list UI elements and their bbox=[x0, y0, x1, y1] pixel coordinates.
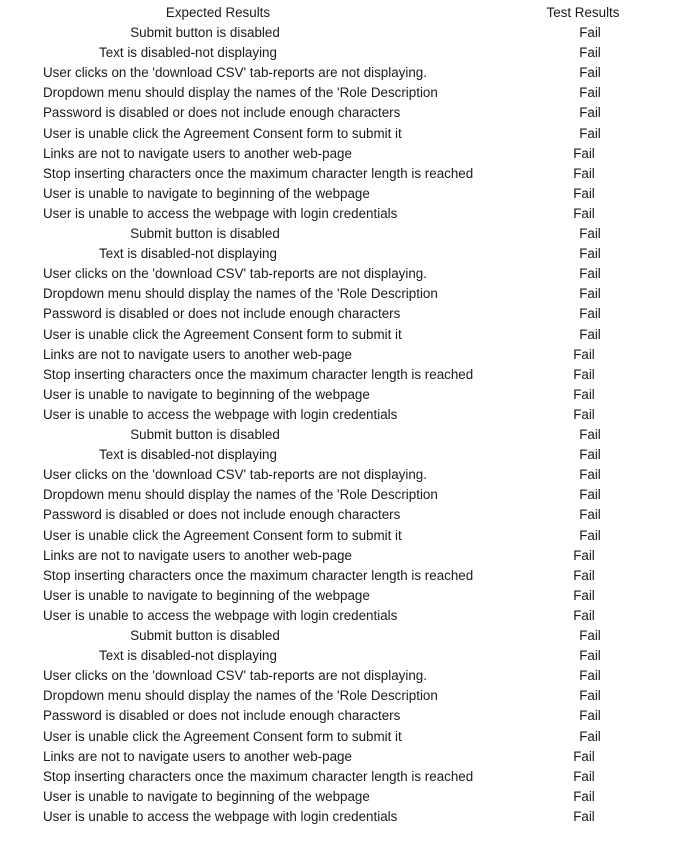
table-row bbox=[0, 546, 680, 566]
expected-result-cell: User is unable to access the webpage with login credentials bbox=[43, 205, 398, 221]
expected-result-cell: Text is disabled-not displaying bbox=[99, 648, 277, 664]
expected-result-cell: Submit button is disabled bbox=[130, 226, 280, 241]
test-result-cell: Fail bbox=[573, 768, 595, 784]
table-row bbox=[0, 787, 680, 807]
expected-result-cell: Stop inserting characters once the maximum character length is reached bbox=[43, 768, 474, 784]
expected-result-cell: Dropdown menu should display the names of the 'Role Description bbox=[43, 85, 438, 101]
header-row bbox=[0, 3, 680, 23]
table-row bbox=[0, 184, 680, 204]
test-result-cell: Fail bbox=[573, 185, 595, 201]
table-row bbox=[0, 244, 680, 264]
test-result-cell: Fail bbox=[579, 286, 601, 302]
expected-result-cell: Submit button is disabled bbox=[130, 25, 280, 40]
expected-result-cell: User clicks on the 'download CSV' tab-reports are not displaying. bbox=[43, 467, 427, 483]
table-row bbox=[0, 124, 680, 144]
expected-result-cell: User clicks on the 'download CSV' tab-reports are not displaying. bbox=[43, 65, 427, 81]
test-result-cell: Fail bbox=[573, 346, 595, 362]
table-row bbox=[0, 666, 680, 686]
expected-result-cell: Dropdown menu should display the names of the 'Role Description bbox=[43, 688, 438, 704]
table-row bbox=[0, 727, 680, 747]
expected-result-cell: User clicks on the 'download CSV' tab-reports are not displaying. bbox=[43, 668, 427, 684]
header-expected-results: Expected Results bbox=[165, 5, 271, 20]
header-test-results: Test Results bbox=[546, 5, 620, 20]
test-result-cell: Fail bbox=[573, 145, 595, 161]
test-result-cell: Fail bbox=[579, 487, 601, 503]
table-row bbox=[0, 345, 680, 365]
expected-result-cell: Submit button is disabled bbox=[130, 628, 280, 643]
table-row bbox=[0, 586, 680, 606]
table-row bbox=[0, 164, 680, 184]
expected-result-cell: Text is disabled-not displaying bbox=[99, 447, 277, 463]
table-row bbox=[0, 385, 680, 405]
expected-result-cell: User is unable to navigate to beginning of the webpage bbox=[43, 386, 370, 402]
table-row bbox=[0, 83, 680, 103]
test-result-cell: Fail bbox=[573, 788, 595, 804]
table-row bbox=[0, 425, 680, 445]
table-row bbox=[0, 405, 680, 425]
expected-result-cell: User is unable to access the webpage with login credentials bbox=[43, 607, 398, 623]
expected-result-cell: Links are not to navigate users to another web-page bbox=[43, 346, 352, 362]
test-result-cell: Fail bbox=[579, 527, 601, 543]
test-result-cell: Fail bbox=[579, 708, 601, 724]
table-row bbox=[0, 606, 680, 626]
table-row bbox=[0, 747, 680, 767]
test-result-cell: Fail bbox=[579, 628, 601, 643]
table-row bbox=[0, 204, 680, 224]
table-row bbox=[0, 465, 680, 485]
table-row bbox=[0, 646, 680, 666]
expected-result-cell: User is unable click the Agreement Consent form to submit it bbox=[43, 125, 402, 141]
expected-result-cell: Links are not to navigate users to another web-page bbox=[43, 547, 352, 563]
table-row bbox=[0, 103, 680, 123]
expected-result-cell: Password is disabled or does not include enough characters bbox=[43, 708, 401, 724]
expected-result-cell: User is unable to navigate to beginning of the webpage bbox=[43, 587, 370, 603]
test-result-cell: Fail bbox=[579, 326, 601, 342]
test-result-cell: Fail bbox=[573, 406, 595, 422]
test-result-cell: Fail bbox=[579, 467, 601, 483]
test-result-cell: Fail bbox=[579, 447, 601, 463]
expected-result-cell: User is unable to navigate to beginning of the webpage bbox=[43, 185, 370, 201]
test-result-cell: Fail bbox=[579, 688, 601, 704]
expected-result-cell: Password is disabled or does not include enough characters bbox=[43, 105, 401, 121]
table-row bbox=[0, 526, 680, 546]
table-row bbox=[0, 224, 680, 244]
expected-result-cell: User is unable click the Agreement Consent form to submit it bbox=[43, 527, 402, 543]
test-result-cell: Fail bbox=[573, 366, 595, 382]
expected-result-cell: Stop inserting characters once the maximum character length is reached bbox=[43, 567, 474, 583]
test-result-cell: Fail bbox=[573, 748, 595, 764]
expected-result-cell: User is unable click the Agreement Consent form to submit it bbox=[43, 326, 402, 342]
table-row bbox=[0, 365, 680, 385]
test-result-cell: Fail bbox=[573, 547, 595, 563]
table-row bbox=[0, 284, 680, 304]
table-row bbox=[0, 144, 680, 164]
table-row bbox=[0, 23, 680, 43]
test-result-cell: Fail bbox=[579, 125, 601, 141]
test-result-cell: Fail bbox=[579, 25, 601, 40]
test-result-cell: Fail bbox=[579, 226, 601, 241]
expected-result-cell: Password is disabled or does not include enough characters bbox=[43, 306, 401, 322]
test-result-cell: Fail bbox=[579, 507, 601, 523]
expected-result-cell: Links are not to navigate users to another web-page bbox=[43, 748, 352, 764]
test-result-cell: Fail bbox=[573, 205, 595, 221]
expected-result-cell: User is unable to access the webpage with login credentials bbox=[43, 808, 398, 824]
test-result-cell: Fail bbox=[579, 266, 601, 282]
test-result-cell: Fail bbox=[573, 386, 595, 402]
table-row bbox=[0, 304, 680, 324]
expected-result-cell: Stop inserting characters once the maximum character length is reached bbox=[43, 366, 474, 382]
table-row bbox=[0, 505, 680, 525]
table-row bbox=[0, 566, 680, 586]
test-result-cell: Fail bbox=[573, 607, 595, 623]
test-result-cell: Fail bbox=[579, 427, 601, 442]
table-row bbox=[0, 43, 680, 63]
test-result-cell: Fail bbox=[573, 165, 595, 181]
test-result-cell: Fail bbox=[579, 728, 601, 744]
test-result-cell: Fail bbox=[573, 587, 595, 603]
test-result-cell: Fail bbox=[579, 45, 601, 61]
test-result-cell: Fail bbox=[573, 808, 595, 824]
test-result-cell: Fail bbox=[579, 246, 601, 262]
test-result-cell: Fail bbox=[579, 105, 601, 121]
test-result-cell: Fail bbox=[579, 648, 601, 664]
table-row bbox=[0, 445, 680, 465]
expected-result-cell: User is unable to access the webpage with login credentials bbox=[43, 406, 398, 422]
expected-result-cell: Submit button is disabled bbox=[130, 427, 280, 442]
expected-result-cell: Stop inserting characters once the maximum character length is reached bbox=[43, 165, 474, 181]
table-row bbox=[0, 325, 680, 345]
table-row bbox=[0, 807, 680, 827]
table-row bbox=[0, 626, 680, 646]
test-result-cell: Fail bbox=[579, 85, 601, 101]
table-row bbox=[0, 63, 680, 83]
expected-result-cell: Dropdown menu should display the names of the 'Role Description bbox=[43, 286, 438, 302]
expected-result-cell: Dropdown menu should display the names of the 'Role Description bbox=[43, 487, 438, 503]
expected-result-cell: Text is disabled-not displaying bbox=[99, 246, 277, 262]
table-row bbox=[0, 686, 680, 706]
table-row bbox=[0, 264, 680, 284]
table-row bbox=[0, 767, 680, 787]
expected-result-cell: User is unable click the Agreement Consent form to submit it bbox=[43, 728, 402, 744]
expected-result-cell: User is unable to navigate to beginning of the webpage bbox=[43, 788, 370, 804]
test-result-cell: Fail bbox=[573, 567, 595, 583]
expected-result-cell: Links are not to navigate users to another web-page bbox=[43, 145, 352, 161]
expected-result-cell: Text is disabled-not displaying bbox=[99, 45, 277, 61]
expected-result-cell: Password is disabled or does not include enough characters bbox=[43, 507, 401, 523]
table-row bbox=[0, 485, 680, 505]
test-result-cell: Fail bbox=[579, 668, 601, 684]
table-row bbox=[0, 706, 680, 726]
expected-result-cell: User clicks on the 'download CSV' tab-reports are not displaying. bbox=[43, 266, 427, 282]
test-result-cell: Fail bbox=[579, 306, 601, 322]
test-result-cell: Fail bbox=[579, 65, 601, 81]
